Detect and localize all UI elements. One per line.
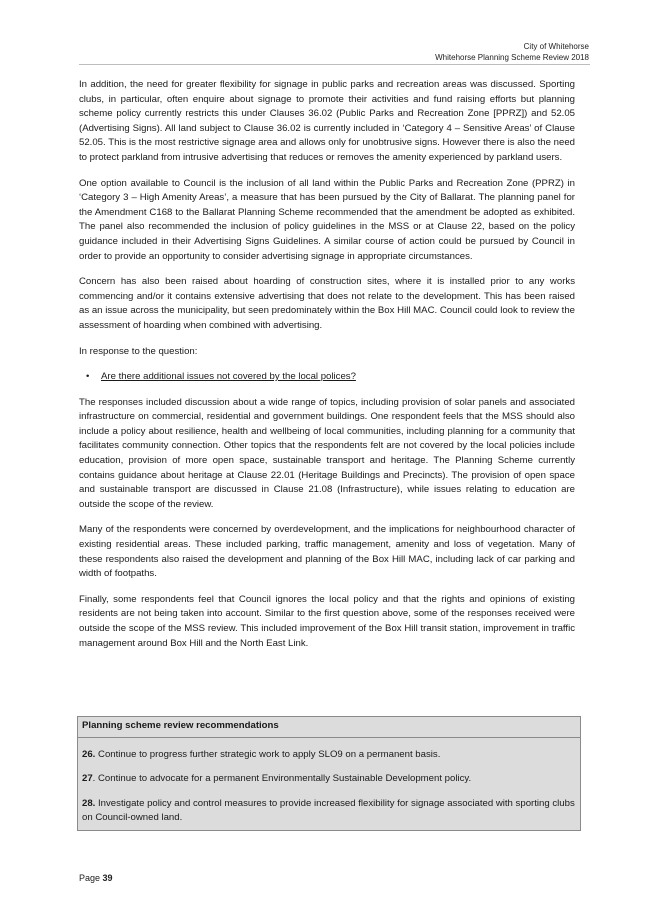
- recommendation-number: 26.: [82, 748, 96, 760]
- paragraph: In response to the question:: [79, 345, 198, 357]
- paragraph: The responses included discussion about a wide range of topics, including provision of solar panels and associated infrastructure on commercial, residential and government buildings. One respondent feels that the MSS should also include a policy about resilience, health and wellbeing of local communities, including planning for a community that facilitates community connection. Other topics that the respondents felt are not covered by the local policies include education, provision of more open space, sustainable transport and heritage. The Planning Scheme currently contains guidance about heritage at Clause 22.01 (Heritage Buildings and Precincts). The provision of open space and sustainable transport are discussed in Clause 21.08 (Infrastructure), while issues relating to education are outside the scope of the review.: [79, 396, 575, 510]
- question-list: [79, 370, 575, 385]
- recommendation-text: Investigate policy and control measures to provide increased flexibility for signage associated with sporting clubs on Council-owned land.: [82, 797, 575, 824]
- bullet-icon: •: [86, 371, 90, 383]
- recommendation-text: . Continue to advocate for a permanent Environmentally Sustainable Development policy.: [92, 773, 472, 785]
- recommendations-box: [77, 716, 581, 831]
- paragraph: Finally, some respondents feel that Council ignores the local policy and that the rights and opinions of existing residents are not being taken into account. Similar to the first question above, some of the responses received were outside the scope of the MSS review. This included improvement of the Box Hill transit station, improvement in traffic management around Box Hill and the North East Link.: [79, 593, 575, 649]
- header-org: City of Whitehorse: [523, 42, 589, 51]
- question-text: Are there additional issues not covered by the local polices?: [101, 371, 356, 383]
- recommendation-item: [78, 787, 580, 830]
- page-label: Page: [79, 873, 103, 883]
- recommendation-item: [78, 738, 580, 763]
- header-divider: [79, 64, 590, 65]
- page-number: 39: [102, 873, 113, 883]
- body-content: [79, 78, 575, 662]
- recommendation-number: 27: [82, 773, 93, 785]
- paragraph: In addition, the need for greater flexibility for signage in public parks and recreation areas was discussed. Sporting clubs, in particular, often enquire about signage to promote their activities and fund raising efforts but planning scheme policy currently restricts this under Clauses 36.02 (Public Parks and Recreation Zone [PPRZ]) and 52.05 (Advertising Signs). All land subject to Clause 36.02 is currently included in ‘Category 4 – Sensitive Areas’ of Clause 52.05. This is the most restrictive signage area and allows only for unobtrusive signs. However there is also the need to protect parkland from intrusive advertising that reduces or removes the amenity experienced by parkland users.: [79, 79, 575, 163]
- list-item: [79, 370, 575, 385]
- paragraph: One option available to Council is the inclusion of all land within the Public Parks and Recreation Zone (PPRZ) in ‘Category 3 – High Amenity Areas’, a measure that has been pursued by the City of Ballarat. The planning panel for the Amendment C168 to the Ballarat Planning Scheme recommended that the amendment be adopted as exhibited. The panel also recommended the inclusion of policy guidelines in the MSS or at Clause 22, based on the policy guidance included in their Advertising Signs Guidelines. A similar course of action could be pursued by Council in order to provide an opportunity to consider advertising signage in appropriate circumstances.: [79, 177, 575, 262]
- page-header: [435, 41, 589, 63]
- recommendations-title: Planning scheme review recommendations: [78, 717, 580, 738]
- paragraph: Many of the respondents were concerned by overdevelopment, and the implications for neighbourhood character of existing residential areas. These included parking, traffic management, amenity and loss of vegetation. Many of these respondents also raised the development and planning of the Box Hill MAC, including lack of car parking and width of footpaths.: [79, 524, 575, 580]
- page-footer: [79, 873, 113, 883]
- recommendation-number: 28.: [82, 797, 96, 809]
- recommendation-text: Continue to progress further strategic work to apply SLO9 on a permanent basis.: [95, 748, 441, 760]
- recommendation-item: [78, 762, 580, 787]
- paragraph: Concern has also been raised about hoarding of construction sites, where it is installed prior to any works commencing and/or it contains extensive advertising that does not relate to the development. This has been raised as an issue across the municipality, but seen predominately within the Box Hill MAC. Council could look to review the assessment of hoarding when combined with advertising.: [79, 276, 575, 331]
- header-doc-title: Whitehorse Planning Scheme Review 2018: [435, 53, 589, 62]
